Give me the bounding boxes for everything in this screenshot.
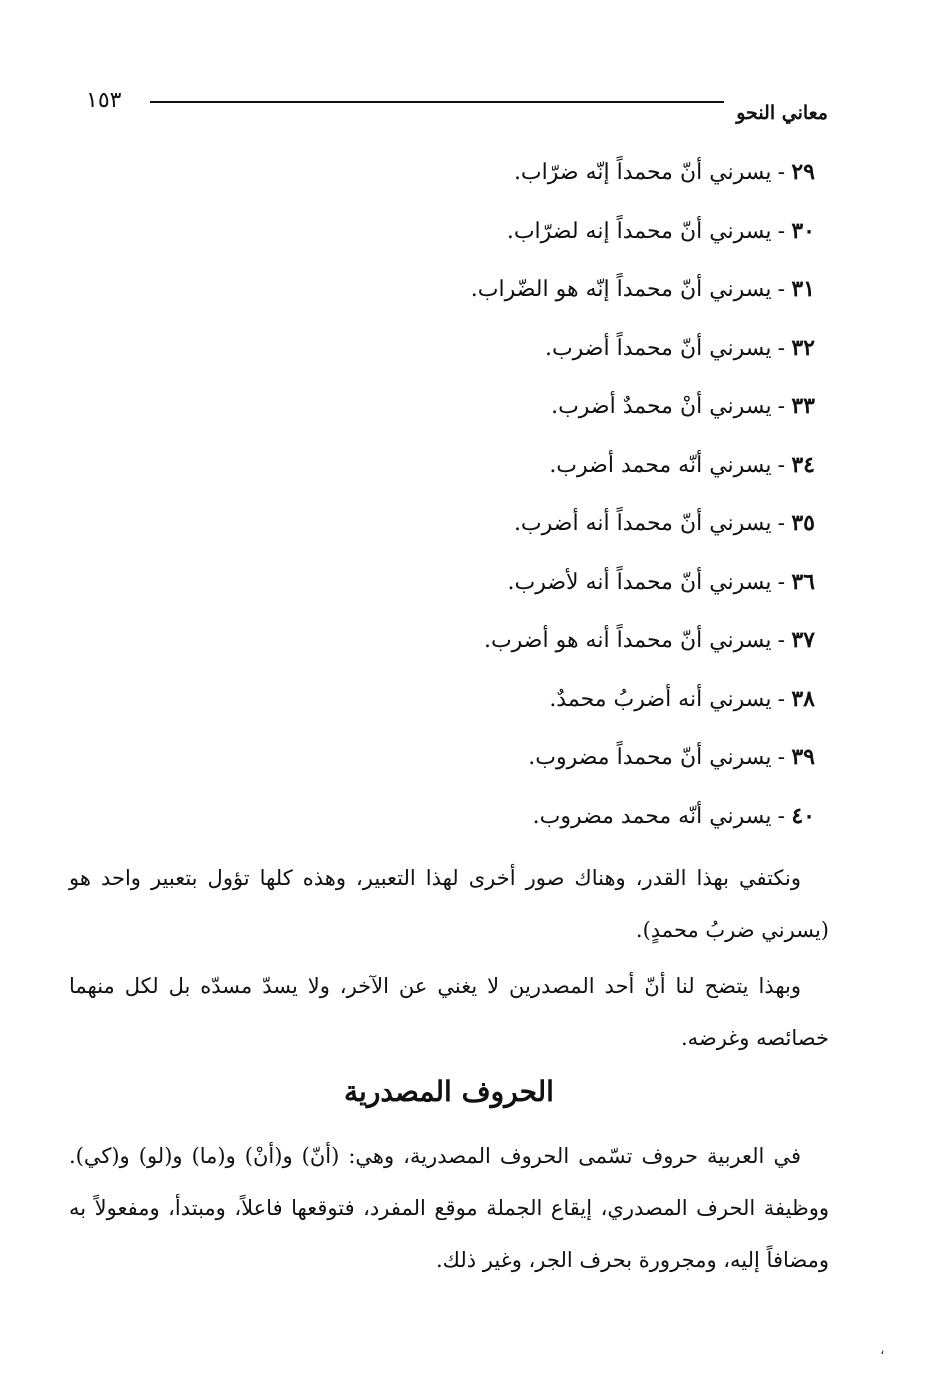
example-item: ٣٥-يسرني أنّ محمداً أنه أضرب. <box>471 503 815 562</box>
page-number: ١٥٣ <box>86 88 122 113</box>
example-text: يسرني أنّ محمداً أنه لأضرب. <box>507 569 772 595</box>
example-item: ٢٩-يسرني أنّ محمداً إنّه ضرّاب. <box>471 152 815 211</box>
example-number: ٢٩ <box>791 159 815 185</box>
example-text: يسرني أنّ محمداً إنه لضرّاب. <box>506 218 772 244</box>
example-item: ٣٢-يسرني أنّ محمداً أضرب. <box>471 328 815 387</box>
example-item: ٣٨-يسرني أنه أضربُ محمدٌ. <box>471 679 815 738</box>
example-item: ٣٠-يسرني أنّ محمداً إنه لضرّاب. <box>471 211 815 270</box>
example-number: ٤٠ <box>791 802 815 829</box>
example-text: يسرني أنّ محمداً مضروب. <box>528 745 772 770</box>
stray-mark: ، <box>880 1342 885 1358</box>
running-title: معاني النحو <box>736 102 828 124</box>
page-header <box>86 88 828 128</box>
example-text: يسرني أنّه محمد مضروب. <box>532 803 772 829</box>
example-text: يسرني أنْ محمدٌ أضرب. <box>551 394 772 419</box>
example-item: ٤٠-يسرني أنّه محمد مضروب. <box>471 796 815 855</box>
example-text: يسرني أنّ محمداً أنه هو أضرب. <box>483 628 772 653</box>
section-heading: الحروف المصدرية <box>344 1075 554 1108</box>
example-number: ٣٨ <box>791 685 815 712</box>
example-number: ٣٤ <box>791 451 815 478</box>
example-number: ٣٣ <box>791 393 815 419</box>
example-text: يسرني أنّ محمداً إنّه هو الضّراب. <box>470 277 772 302</box>
example-item: ٣٧-يسرني أنّ محمداً أنه هو أضرب. <box>471 620 815 679</box>
example-text: يسرني أنّ محمداً أضرب. <box>544 335 772 361</box>
example-number: ٣١ <box>791 276 815 302</box>
example-item: ٣٦-يسرني أنّ محمداً أنه لأضرب. <box>471 562 815 621</box>
example-number: ٣٩ <box>791 744 815 770</box>
example-item: ٣٤-يسرني أنّه محمد أضرب. <box>471 445 815 504</box>
example-list <box>471 152 815 854</box>
paragraph-comparison: وبهذا يتضح لنا أنّ أحد المصدرين لا يغني عن الآخر، ولا يسدّ مسدّه بل لكل منهما خصائصه وغرضه. <box>69 974 829 1050</box>
example-text: يسرني أنّ محمداً إنّه ضرّاب. <box>513 160 772 185</box>
paragraph-conclusion: ونكتفي بهذا القدر، وهناك صور أخرى لهذا التعبير، وهذه كلها تؤول بتعبير واحد هو (يسرني ضربُ محمدٍ). <box>69 866 829 942</box>
example-text: يسرني أنّ محمداً أنه أضرب. <box>513 511 772 536</box>
paragraph-section: في العربية حروف تسّمى الحروف المصدرية، وهي: (أنّ) و(أنْ) و(ما) و(لو) و(كي). ووظيفة الحرف المصدري، إيقاع الجملة موقع المفرد، فتوقعها فاعلاً، ومبتدأ، ومفعولاً به ومضافاً إليه، ومجرورة بحرف الجر، وغير ذلك. <box>69 1144 829 1272</box>
example-item: ٣٩-يسرني أنّ محمداً مضروب. <box>471 737 815 796</box>
example-number: ٣٢ <box>791 334 815 361</box>
example-text: يسرني أنه أضربُ محمدٌ. <box>549 686 772 712</box>
example-number: ٣٥ <box>791 510 815 536</box>
example-item: ٣٣-يسرني أنْ محمدٌ أضرب. <box>471 386 815 445</box>
example-number: ٣٧ <box>791 627 815 653</box>
example-number: ٣٦ <box>791 568 815 595</box>
header-rule <box>150 101 724 103</box>
example-item: ٣١-يسرني أنّ محمداً إنّه هو الضّراب. <box>471 269 815 328</box>
body-text <box>69 852 829 1290</box>
example-number: ٣٠ <box>791 217 815 244</box>
example-text: يسرني أنّه محمد أضرب. <box>549 452 772 478</box>
